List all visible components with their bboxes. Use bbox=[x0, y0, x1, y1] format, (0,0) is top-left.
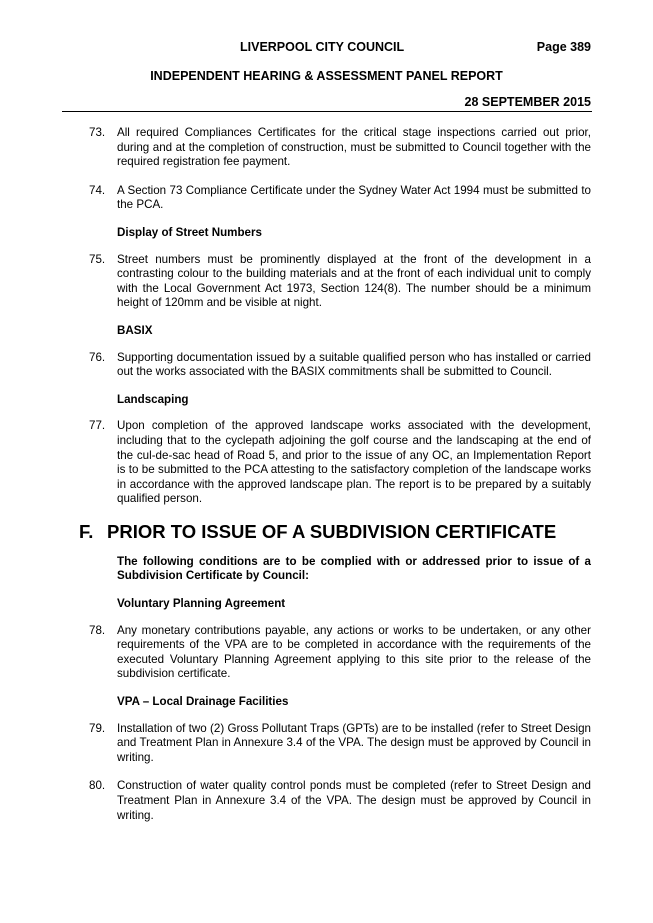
subheading-street-numbers: Display of Street Numbers bbox=[117, 225, 262, 239]
condition-number: 74. bbox=[89, 183, 106, 197]
subheading-basix: BASIX bbox=[117, 323, 153, 337]
condition-text: Any monetary contributions payable, any actions or works to be undertaken, or any other requirements of the VPA are to be completed in accordance with the requirements of the executed Voluntary Planning Agreement applying to this site prior to the release of the subdivision certificate. bbox=[117, 623, 591, 681]
document-body bbox=[0, 126, 653, 823]
section-letter: F. bbox=[79, 520, 94, 542]
section-title: PRIOR TO ISSUE OF A SUBDIVISION CERTIFICATE bbox=[107, 520, 557, 542]
page-number: Page 389 bbox=[536, 40, 591, 54]
condition-79 bbox=[0, 722, 653, 766]
report-title: INDEPENDENT HEARING & ASSESSMENT PANEL REPORT bbox=[150, 69, 503, 83]
subheading-drainage: VPA – Local Drainage Facilities bbox=[117, 695, 289, 709]
condition-number: 76. bbox=[89, 350, 106, 364]
section-intro: The following conditions are to be complied with or addressed prior to issue of a Subdivision Certificate by Council: bbox=[117, 554, 591, 583]
condition-text: Upon completion of the approved landscape works associated with the development, including that to the cyclepath adjoining the golf course and the landscaping at the end of the cul-de-sac head of Road 5, and prior to the issue of any OC, an Implementation Report is to be submitted to the PCA attesting to the satisfactory completion of the landscape works in accordance with the approved landscape plan. The report is to be prepared by a suitably qualified person. bbox=[117, 419, 591, 506]
condition-text: A Section 73 Compliance Certificate under the Sydney Water Act 1994 must be submitted to the PCA. bbox=[117, 183, 591, 212]
condition-text: All required Compliances Certificates for the critical stage inspections carried out prior, during and at the completion of construction, must be submitted to Council together with the required registration fee payment. bbox=[117, 126, 591, 169]
condition-number: 75. bbox=[89, 252, 106, 266]
condition-number: 80. bbox=[89, 779, 106, 793]
subheading-vpa: Voluntary Planning Agreement bbox=[117, 597, 286, 611]
condition-80 bbox=[0, 779, 653, 823]
condition-text: Construction of water quality control ponds must be completed (refer to Street Design and Treatment Plan in Annexure 3.4 of the VPA. The design must be approved by Council in writing. bbox=[117, 779, 591, 822]
condition-75 bbox=[0, 253, 653, 311]
condition-number: 77. bbox=[89, 419, 106, 433]
condition-text: Supporting documentation issued by a suitable qualified person who has installed or carried out the works associated with the BASIX commitments shall be submitted to Council. bbox=[117, 350, 591, 379]
condition-number: 79. bbox=[89, 721, 106, 735]
condition-text: Street numbers must be prominently displayed at the front of the development in a contrasting colour to the building materials and at the front of each individual unit to comply with the Local Government Act 1973, Section 124(8). The number should be a minimum height of 120mm and be visible at night. bbox=[117, 252, 591, 310]
condition-text: Installation of two (2) Gross Pollutant Traps (GPTs) are to be installed (refer to Street Design and Treatment Plan in Annexure 3.4 of the VPA. The design must be approved by Council in writing. bbox=[117, 721, 591, 764]
condition-73 bbox=[0, 126, 653, 170]
condition-78 bbox=[0, 624, 653, 682]
council-name: LIVERPOOL CITY COUNCIL bbox=[240, 40, 405, 54]
header-rule bbox=[62, 111, 592, 112]
condition-number: 78. bbox=[89, 623, 106, 637]
subheading-landscaping: Landscaping bbox=[117, 392, 189, 406]
report-date: 28 SEPTEMBER 2015 bbox=[464, 95, 591, 109]
condition-number: 73. bbox=[89, 126, 106, 139]
condition-76 bbox=[0, 351, 653, 380]
section-heading bbox=[79, 521, 653, 543]
condition-74 bbox=[0, 184, 653, 213]
condition-77 bbox=[0, 419, 653, 507]
